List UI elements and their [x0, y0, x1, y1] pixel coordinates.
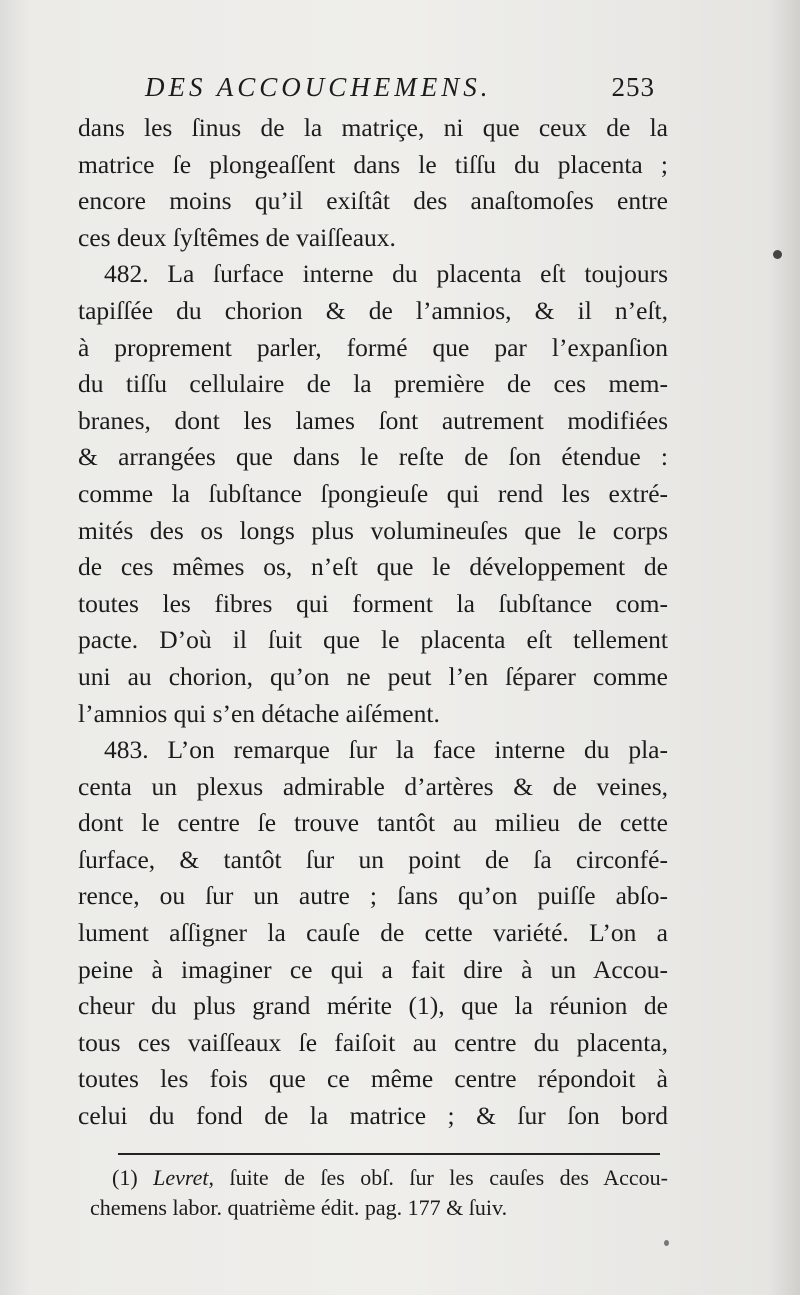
footnote-line-2: chemens labor. quatrième édit. pag. 177 & ſuiv. — [90, 1195, 508, 1220]
footnote-text: , ſuite de ſes obſ. ſur les cauſes des Accou- — [208, 1165, 668, 1190]
text-line: celui du fond de la matrice ; & ſur ſon bord — [78, 1101, 668, 1131]
footnote — [90, 1163, 668, 1223]
paragraph-482-start: 482. La ſurface interne du placenta eſt toujours — [104, 259, 668, 289]
text-line: cheur du plus grand mérite (1), que la réunion de — [78, 991, 668, 1021]
text-line: de ces mêmes os, n’eſt que le développement de — [78, 552, 668, 582]
paragraph-483-start: 483. L’on remarque ſur la face interne du pla- — [104, 735, 668, 765]
text-line: centa un plexus admirable d’artères & de veines, — [78, 771, 668, 801]
text-line: branes, dont les lames ſont autrement modifiées — [78, 405, 668, 435]
text-line: tous ces vaiſſeaux ſe faiſoit au centre du placenta, — [78, 1027, 668, 1057]
text-line: uni au chorion, qu’on ne peut l’en ſéparer comme — [78, 661, 668, 691]
ink-speck — [664, 1240, 669, 1246]
footnote-author: Levret — [153, 1165, 209, 1190]
ink-speck — [773, 250, 782, 259]
text-line: comme la ſubſtance ſpongieuſe qui rend les extré- — [78, 478, 668, 508]
running-head-title: DES ACCOUCHEMENS. — [145, 72, 492, 102]
text-line: l’amnios qui s’en détache aiſément. — [78, 698, 440, 728]
text-line: ſurface, & tantôt ſur un point de ſa circonfé- — [78, 844, 668, 874]
running-head — [145, 70, 655, 110]
page-number: 253 — [611, 72, 655, 102]
text-line: & arrangées que dans le reſte de ſon étendue : — [78, 442, 668, 472]
text-line: tapiſſée du chorion & de l’amnios, & il n’eſt, — [78, 295, 668, 325]
text-line: mités des os longs plus volumineuſes que le corps — [78, 515, 668, 545]
text-line: matrice ſe plongeaſſent dans le tiſſu du placenta ; — [78, 149, 668, 179]
text-line: à proprement parler, formé que par l’expanſion — [78, 332, 668, 362]
text-line: dans les ſinus de la matriçe, ni que ceux de la — [78, 113, 668, 142]
text-line: lument aſſigner la cauſe de cette variété. L’on a — [78, 918, 668, 948]
body-text — [78, 110, 668, 1135]
text-line: du tiſſu cellulaire de la première de ces mem- — [78, 369, 668, 399]
text-line: toutes les fois que ce même centre répondoit à — [78, 1064, 668, 1094]
text-line: ces deux ſyſtêmes de vaiſſeaux. — [78, 222, 396, 252]
text-line: peine à imaginer ce qui a fait dire à un Accou- — [78, 954, 668, 984]
footnote-line-1 — [90, 1163, 668, 1193]
footnote-rule — [118, 1153, 660, 1155]
text-line: dont le centre ſe trouve tantôt au milieu de cette — [78, 808, 668, 838]
footnote-marker: (1) — [112, 1165, 138, 1190]
text-line: pacte. D’où il ſuit que le placenta eſt tellement — [78, 625, 668, 655]
text-line: rence, ou ſur un autre ; ſans qu’on puiſſe abſo- — [78, 881, 668, 911]
text-line: encore moins qu’il exiſtât des anaſtomoſes entre — [78, 186, 668, 216]
text-line: toutes les fibres qui forment la ſubſtance com- — [78, 588, 668, 618]
